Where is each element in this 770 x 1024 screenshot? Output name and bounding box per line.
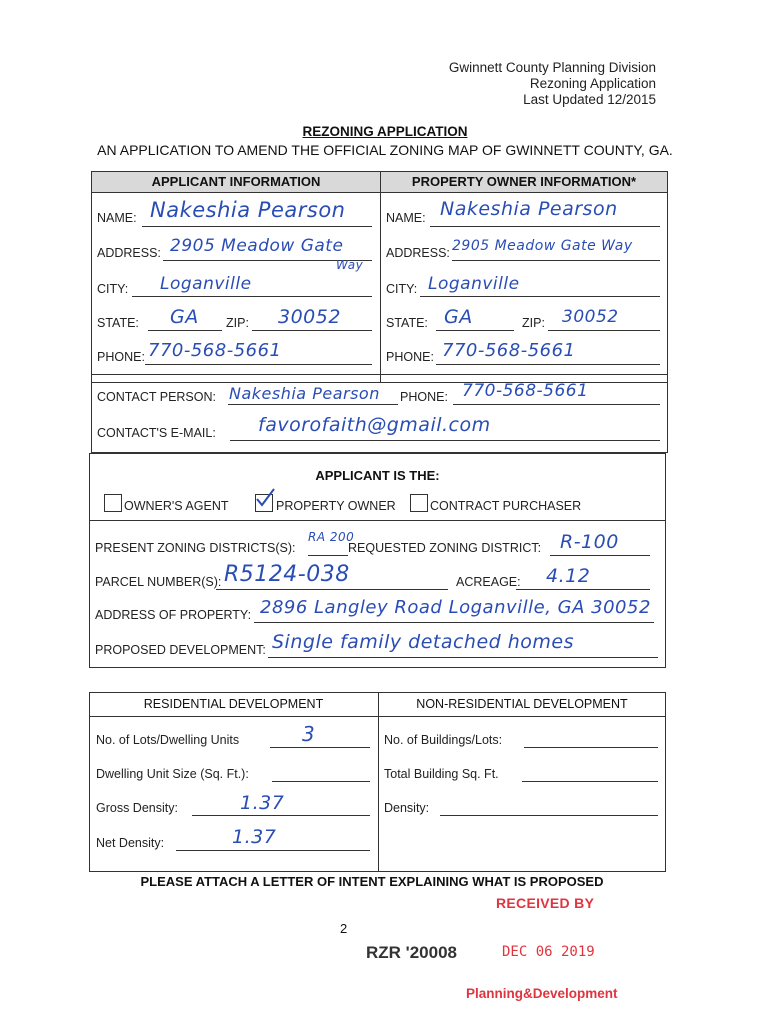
lots-field[interactable]: 3 [302,722,316,746]
gross-density-label: Gross Density: [96,801,178,815]
owner-zip-label: ZIP: [522,316,545,330]
total-sqft-label: Total Building Sq. Ft. [384,767,499,781]
applicant-phone-label: PHONE: [97,350,145,364]
header-division: Gwinnett County Planning Division [448,60,656,75]
dwelling-size-label: Dwelling Unit Size (Sq. Ft.): [96,767,249,781]
total-sqft-line[interactable] [522,781,658,782]
check-mark-icon [254,487,276,509]
owner-phone-line [436,364,660,365]
nonresidential-heading: NON-RESIDENTIAL DEVELOPMENT [416,697,628,711]
owner-name-line [430,226,660,227]
page-title: REZONING APPLICATION [302,124,468,139]
density-line[interactable] [440,815,658,816]
department-stamp: Planning&Development [466,986,618,1001]
acreage-label: ACREAGE: [456,575,521,589]
contact-phone-line [453,404,660,405]
applicant-state-label: STATE: [97,316,139,330]
date-stamp: DEC 06 2019 [502,944,595,960]
case-number: RZR '20008 [366,943,457,962]
contact-phone-field[interactable]: 770-568-5661 [462,381,589,401]
applicant-state-field[interactable]: GA [170,306,199,328]
property-owner-label: PROPERTY OWNER [276,499,396,513]
applicant-name-line [142,226,372,227]
lots-label: No. of Lots/Dwelling Units [96,733,240,747]
residential-heading: RESIDENTIAL DEVELOPMENT [143,697,324,711]
requested-zoning-line [550,555,650,556]
net-density-field[interactable]: 1.37 [232,826,277,848]
contact-email-line [230,440,660,441]
owner-city-line [420,296,660,297]
owner-zip-field[interactable]: 30052 [562,307,619,327]
applicant-address-field[interactable]: 2905 Meadow Gate [170,236,344,256]
present-zoning-field[interactable]: RA 200 [308,530,355,544]
applicant-zip-line [252,330,372,331]
acreage-field[interactable]: 4.12 [546,565,591,587]
received-stamp: RECEIVED BY [496,895,595,911]
applicant-name-label: NAME: [97,211,137,225]
owner-heading: PROPERTY OWNER INFORMATION* [380,171,668,193]
gross-density-line [192,815,370,816]
owners-agent-label: OWNER'S AGENT [124,499,229,513]
proposed-development-label: PROPOSED DEVELOPMENT: [95,643,266,657]
applicant-state-line [148,330,222,331]
buildings-line[interactable] [524,747,658,748]
applicant-address-field-2[interactable]: Way [336,258,364,272]
applicant-city-field[interactable]: Loganville [160,274,252,294]
contact-person-label: CONTACT PERSON: [97,390,216,404]
applicant-city-label: CITY: [97,282,129,296]
header-form-name: Rezoning Application [529,76,656,91]
contact-person-line [228,404,398,405]
dwelling-size-line [272,781,370,782]
contract-purchaser-label: CONTRACT PURCHASER [430,499,582,513]
owner-state-label: STATE: [386,316,428,330]
applicant-phone-line [145,364,372,365]
present-zoning-label: PRESENT ZONING DISTRICTS(S): [95,541,296,555]
proposed-development-field[interactable]: Single family detached homes [272,631,575,653]
owner-address-field[interactable]: 2905 Meadow Gate Way [452,238,633,254]
property-address-label: ADDRESS OF PROPERTY: [95,608,252,622]
owner-address-label: ADDRESS: [386,246,450,260]
lots-line [270,747,370,748]
header-updated: Last Updated 12/2015 [523,92,656,107]
applicant-city-line [132,296,372,297]
applicant-name-field[interactable]: Nakeshia Pearson [150,198,346,222]
parcel-number-label: PARCEL NUMBER(S): [95,575,222,589]
owners-agent-checkbox[interactable] [104,494,122,512]
owner-state-field[interactable]: GA [444,306,473,328]
acreage-line [516,589,650,590]
net-density-line [176,850,370,851]
contact-phone-label: PHONE: [400,390,448,404]
owner-address-line [452,260,660,261]
contact-person-field[interactable]: Nakeshia Pearson [229,384,380,403]
page-number: 2 [340,921,348,936]
column-divider [380,171,381,383]
contract-purchaser-checkbox[interactable] [410,494,428,512]
density-label: Density: [384,801,430,815]
table-header-divider [89,716,666,717]
buildings-label: No. of Buildings/Lots: [384,733,503,747]
contact-email-label: CONTACT'S E-MAIL: [97,426,216,440]
property-address-field[interactable]: 2896 Langley Road Loganville, GA 30052 [260,597,651,618]
gross-density-field[interactable]: 1.37 [240,792,285,814]
contact-email-field[interactable]: favorofaith@gmail.com [258,414,491,436]
property-address-line [254,622,654,623]
owner-phone-field[interactable]: 770-568-5661 [442,340,576,361]
owner-city-field[interactable]: Loganville [428,274,520,294]
applicant-address-label: ADDRESS: [97,246,161,260]
owner-name-label: NAME: [386,211,426,225]
applicant-phone-field[interactable]: 770-568-5661 [148,340,282,361]
table-column-divider [378,692,379,872]
owner-zip-line [548,330,660,331]
requested-zoning-field[interactable]: R-100 [560,531,619,553]
section-divider [89,520,666,521]
owner-name-field[interactable]: Nakeshia Pearson [440,198,618,220]
applicant-heading: APPLICANT INFORMATION [91,171,381,193]
document-header [449,60,656,108]
property-owner-checkbox[interactable] [255,494,273,512]
attach-note: PLEASE ATTACH A LETTER OF INTENT EXPLAINING WHAT IS PROPOSED [140,874,604,889]
owner-state-line [436,330,514,331]
present-zoning-line [308,555,348,556]
page-subtitle: AN APPLICATION TO AMEND THE OFFICIAL ZONING MAP OF GWINNETT COUNTY, GA. [97,142,673,158]
owner-city-label: CITY: [386,282,418,296]
parcel-number-line [216,589,448,590]
parcel-number-field[interactable]: R5124-038 [224,562,350,587]
net-density-label: Net Density: [96,836,165,850]
proposed-development-line [268,657,658,658]
requested-zoning-label: REQUESTED ZONING DISTRICT: [348,541,542,555]
owner-phone-label: PHONE: [386,350,434,364]
applicant-zip-field[interactable]: 30052 [278,306,341,328]
applicant-is-heading: APPLICANT IS THE: [315,468,440,483]
applicant-zip-label: ZIP: [226,316,249,330]
